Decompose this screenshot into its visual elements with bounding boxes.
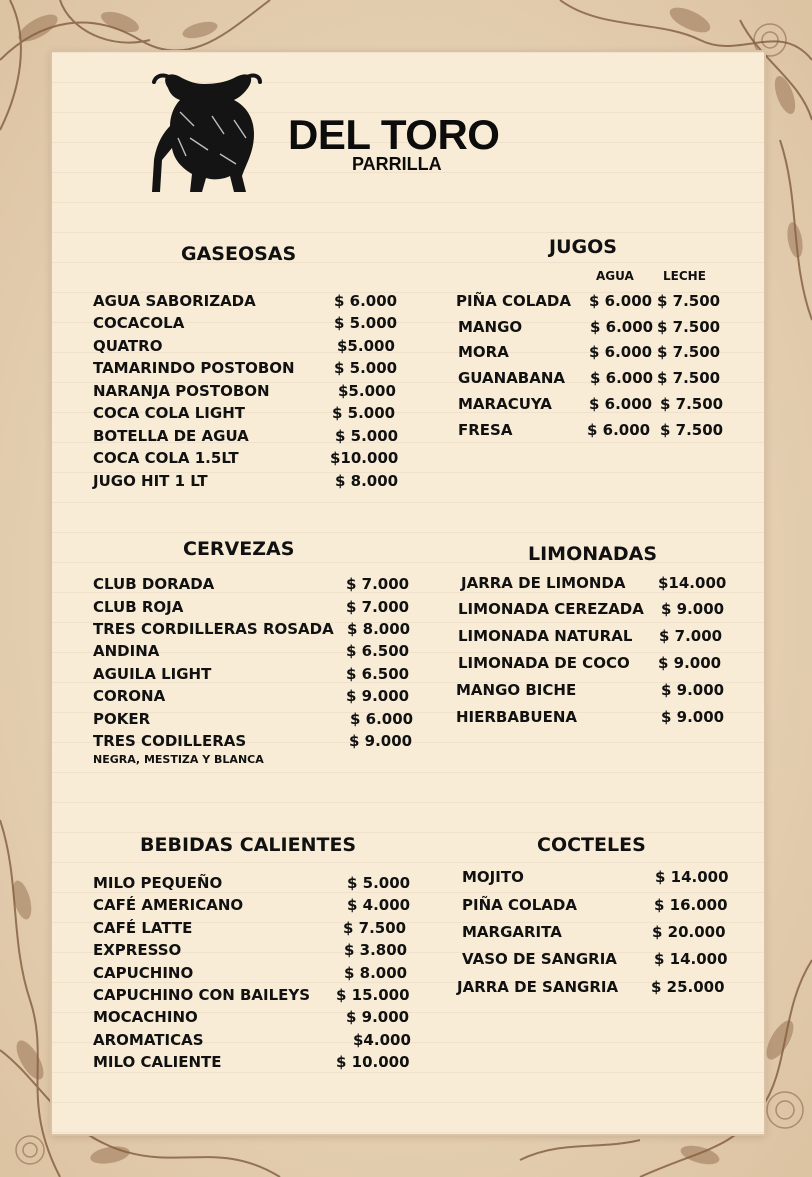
menu-item-name: MANGO	[458, 318, 523, 336]
menu-item-name: GUANABANA	[458, 369, 566, 387]
gaseosas-heading: GASEOSAS	[181, 243, 297, 265]
menu-item-price: $ 5.000	[347, 874, 411, 892]
menu-item-name: MILO CALIENTE	[93, 1053, 222, 1071]
menu-item-price: $ 6.500	[346, 642, 410, 660]
jugos-heading: JUGOS	[549, 236, 617, 258]
menu-item-price: $ 5.000	[334, 359, 398, 377]
menu-item-name: MORA	[458, 343, 509, 361]
menu-item-price: $ 15.000	[336, 986, 410, 1004]
menu-item-price-leche: $ 7.500	[660, 395, 724, 413]
menu-item-name: LIMONADA DE COCO	[458, 654, 630, 672]
menu-item-name: TAMARINDO POSTOBON	[93, 359, 295, 377]
restaurant-name: DEL TORO	[288, 111, 500, 158]
menu-item-price-leche: $ 7.500	[657, 318, 721, 336]
menu-item-name: PIÑA COLADA	[462, 896, 577, 914]
menu-item-name: VASO DE SANGRIA	[462, 950, 617, 968]
menu-item-price: $ 8.000	[335, 472, 399, 490]
menu-item-price: $ 10.000	[336, 1053, 410, 1071]
menu-item-price: $ 5.000	[332, 404, 396, 422]
menu-item-name: MOCACHINO	[93, 1008, 198, 1026]
bull-logo-icon	[150, 68, 262, 196]
menu-item-price-leche: $ 7.500	[660, 421, 724, 439]
menu-item-name: CLUB ROJA	[93, 598, 184, 616]
menu-item-name: ANDINA	[93, 642, 160, 660]
menu-item-name: CORONA	[93, 687, 166, 705]
menu-item-price: $ 14.000	[655, 868, 729, 886]
menu-item-price: $ 6.000	[350, 710, 414, 728]
menu-item-price: $ 6.000	[334, 292, 398, 310]
menu-item-price-agua: $ 6.000	[589, 395, 653, 413]
menu-item-price: $ 5.000	[334, 314, 398, 332]
menu-item-name: QUATRO	[93, 337, 163, 355]
cervezas-note: NEGRA, MESTIZA Y BLANCA	[93, 753, 264, 766]
menu-item-price: $ 9.000	[661, 600, 725, 618]
menu-item-name: TRES CORDILLERAS ROSADA	[93, 620, 334, 638]
menu-item-name: MARACUYA	[458, 395, 552, 413]
menu-item-name: HIERBABUENA	[456, 708, 577, 726]
menu-item-name: MARGARITA	[462, 923, 562, 941]
menu-item-name: FRESA	[458, 421, 513, 439]
menu-item-name: LIMONADA CEREZADA	[458, 600, 644, 618]
menu-item-name: BOTELLA DE AGUA	[93, 427, 249, 445]
limonadas-heading: LIMONADAS	[528, 543, 658, 565]
menu-item-price: $ 7.000	[346, 598, 410, 616]
menu-item-price: $14.000	[658, 574, 727, 592]
menu-item-price: $ 7.000	[659, 627, 723, 645]
bebidas-calientes-heading: BEBIDAS CALIENTES	[140, 834, 357, 856]
menu-item-price: $ 8.000	[344, 964, 408, 982]
menu-item-name: CAFÉ AMERICANO	[93, 896, 244, 914]
menu-item-name: AROMATICAS	[93, 1031, 204, 1049]
menu-item-price: $ 16.000	[654, 896, 728, 914]
cervezas-heading: CERVEZAS	[183, 538, 295, 560]
menu-item-name: MANGO BICHE	[456, 681, 577, 699]
menu-item-price-leche: $ 7.500	[657, 369, 721, 387]
menu-item-name: LIMONADA NATURAL	[458, 627, 633, 645]
menu-item-price: $ 9.000	[661, 681, 725, 699]
menu-item-price: $10.000	[330, 449, 399, 467]
menu-item-name: CAPUCHINO	[93, 964, 194, 982]
menu-item-name: MOJITO	[462, 868, 524, 886]
menu-item-price: $4.000	[353, 1031, 411, 1049]
menu-item-price: $ 6.500	[346, 665, 410, 683]
menu-item-name: JUGO HIT 1 LT	[93, 472, 208, 490]
menu-item-name: POKER	[93, 710, 151, 728]
menu-item-price-agua: $ 6.000	[587, 421, 651, 439]
menu-item-price: $ 9.000	[346, 687, 410, 705]
jugos-col-leche: LECHE	[663, 269, 706, 283]
menu-item-price-agua: $ 6.000	[590, 318, 654, 336]
menu-item-price: $ 9.000	[346, 1008, 410, 1026]
menu-item-price: $ 14.000	[654, 950, 728, 968]
menu-item-price: $ 4.000	[347, 896, 411, 914]
menu-item-name: MILO PEQUEÑO	[93, 874, 223, 892]
menu-item-name: CLUB DORADA	[93, 575, 215, 593]
menu-item-name: AGUILA LIGHT	[93, 665, 212, 683]
menu-item-name: AGUA SABORIZADA	[93, 292, 256, 310]
menu-item-name: PIÑA COLADA	[456, 292, 571, 310]
menu-item-price-agua: $ 6.000	[589, 343, 653, 361]
menu-item-price: $ 7.000	[346, 575, 410, 593]
menu-item-name: NARANJA POSTOBON	[93, 382, 270, 400]
menu-item-name: TRES CODILLERAS	[93, 732, 247, 750]
menu-item-name: EXPRESSO	[93, 941, 182, 959]
menu-item-name: CAPUCHINO CON BAILEYS	[93, 986, 311, 1004]
menu-item-price: $ 9.000	[661, 708, 725, 726]
menu-item-price: $ 9.000	[658, 654, 722, 672]
restaurant-subtitle: PARRILLA	[352, 154, 442, 174]
menu-item-price-leche: $ 7.500	[657, 292, 721, 310]
menu-item-price: $ 8.000	[347, 620, 411, 638]
menu-item-name: COCA COLA LIGHT	[93, 404, 245, 422]
menu-item-price-leche: $ 7.500	[657, 343, 721, 361]
menu-item-name: JARRA DE LIMONDA	[461, 574, 626, 592]
jugos-col-agua: AGUA	[596, 269, 634, 283]
menu-item-price: $ 5.000	[335, 427, 399, 445]
menu-item-price: $5.000	[337, 337, 395, 355]
menu-item-name: JARRA DE SANGRIA	[457, 978, 619, 996]
menu-item-name: COCA COLA 1.5LT	[93, 449, 239, 467]
menu-item-name: CAFÉ LATTE	[93, 919, 193, 937]
menu-item-price: $ 3.800	[344, 941, 408, 959]
menu-item-price: $5.000	[338, 382, 396, 400]
menu-item-price: $ 25.000	[651, 978, 725, 996]
menu-item-price: $ 9.000	[349, 732, 413, 750]
cocteles-heading: COCTELES	[537, 834, 646, 856]
menu-item-price-agua: $ 6.000	[590, 369, 654, 387]
menu-item-price: $ 7.500	[343, 919, 407, 937]
menu-item-price: $ 20.000	[652, 923, 726, 941]
menu-item-price-agua: $ 6.000	[589, 292, 653, 310]
menu-item-name: COCACOLA	[93, 314, 185, 332]
